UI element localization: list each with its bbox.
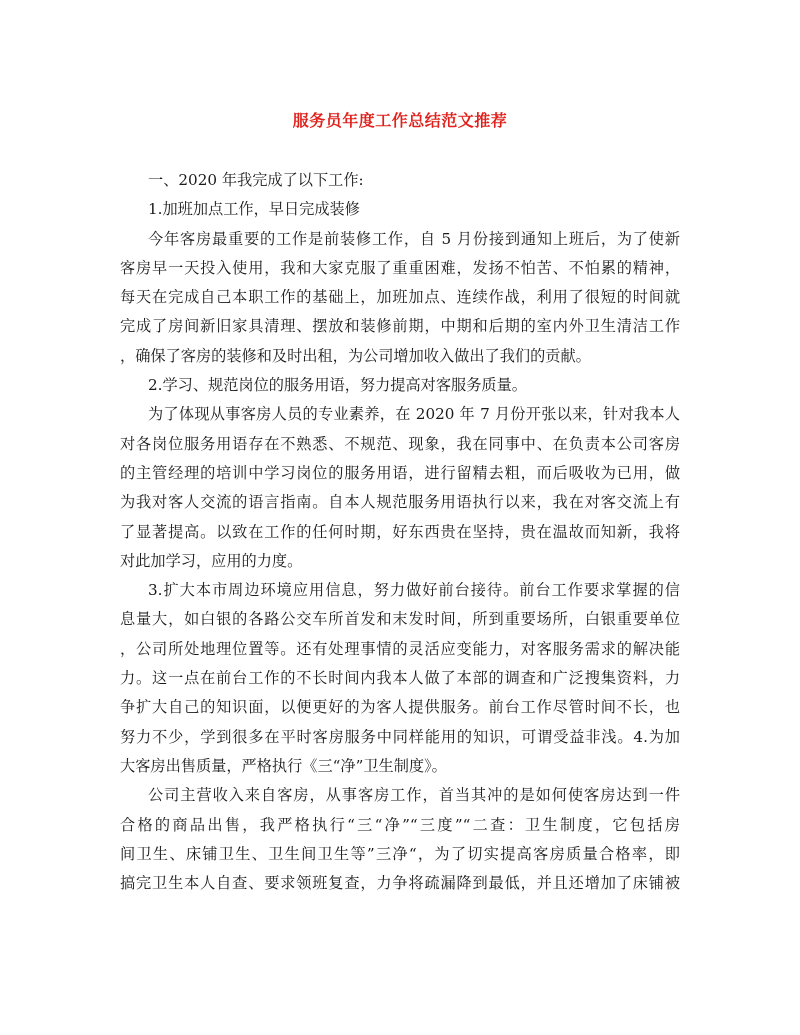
paragraph-line: 间卫生、床铺卫生、卫生间卫生等”三净“，为了切实提高客房质量合格率，即 bbox=[120, 844, 680, 863]
paragraph-line: 今年客房最重要的工作是前装修工作，自 5 月份接到通知上班后，为了使新 bbox=[148, 229, 680, 248]
paragraph-line: 合格的商品出售，我严格执行“三“净”“三度”“二查：卫生制度，它包括房 bbox=[120, 815, 680, 834]
paragraph-line: 对此加学习，应用的力度。 bbox=[120, 551, 303, 570]
paragraph-line: 一、2020 年我完成了以下工作: bbox=[148, 171, 364, 189]
paragraph-line: 努力不少，学到很多在平时客房服务中同样能用的知识，可谓受益非浅。4.为加 bbox=[120, 727, 680, 746]
paragraph-line: 3.扩大本市周边环境应用信息，努力做好前台接待。前台工作要求掌握的信 bbox=[148, 581, 680, 600]
document-title: 服务员年度工作总结范文推荐 bbox=[292, 111, 508, 130]
paragraph-line: 搞完卫生本人自查、要求领班复查，力争将疏漏降到最低，并且还增加了床铺被 bbox=[120, 874, 680, 893]
paragraph-line: 了显著提高。以致在工作的任何时期，好东西贵在坚持，贵在温故而知新，我将 bbox=[120, 522, 680, 541]
paragraph-line: 争扩大自己的知识面，以便更好的为客人提供服务。前台工作尽管时间不长，也 bbox=[120, 698, 680, 717]
paragraph-line: 为我对客人交流的语言指南。自本人规范服务用语执行以来，我在对客交流上有 bbox=[120, 493, 680, 512]
paragraph-line: 为了体现从事客房人员的专业素养，在 2020 年 7 月份开张以来，针对我本人 bbox=[148, 405, 680, 424]
paragraph-line: 对各岗位服务用语存在不熟悉、不规范、现象，我在同事中、在负责本公司客房 bbox=[120, 434, 680, 453]
paragraph-line: 的主管经理的培训中学习岗位的服务用语，进行留精去粗，而后吸收为已用，做 bbox=[120, 463, 680, 482]
paragraph-line: ，公司所处地理位置等。还有处理事情的灵活应变能力，对客服务需求的解决能 bbox=[120, 639, 680, 658]
paragraph-line: ，确保了客房的装修和及时出租，为公司增加收入做出了我们的贡献。 bbox=[120, 346, 591, 365]
paragraph-line: 息量大，如白银的各路公交车所首发和末发时间，所到重要场所，白银重要单位 bbox=[120, 610, 680, 629]
paragraph-line: 大客房出售质量，严格执行《三“净”卫生制度》。 bbox=[120, 756, 447, 775]
paragraph-line: 公司主营收入来自客房，从事客房工作，首当其冲的是如何使客房达到一件 bbox=[148, 786, 680, 805]
paragraph-line: 力。这一点在前台工作的不长时间内我本人做了本部的调查和广泛搜集资料，力 bbox=[120, 669, 680, 688]
document-body bbox=[120, 166, 680, 898]
paragraph-line: 2.学习、规范岗位的服务用语，努力提高对客服务质量。 bbox=[148, 376, 527, 395]
paragraph-line: 客房早一天投入使用，我和大家克服了重重困难，发扬不怕苦、不怕累的精神， bbox=[120, 258, 680, 277]
paragraph-line: 1.加班加点工作，早日完成装修 bbox=[148, 200, 360, 219]
paragraph-line: 完成了房间新旧家具清理、摆放和装修前期，中期和后期的室内外卫生清洁工作 bbox=[120, 317, 680, 336]
paragraph-line: 每天在完成自己本职工作的基础上，加班加点、连续作战，利用了很短的时间就 bbox=[120, 288, 680, 307]
